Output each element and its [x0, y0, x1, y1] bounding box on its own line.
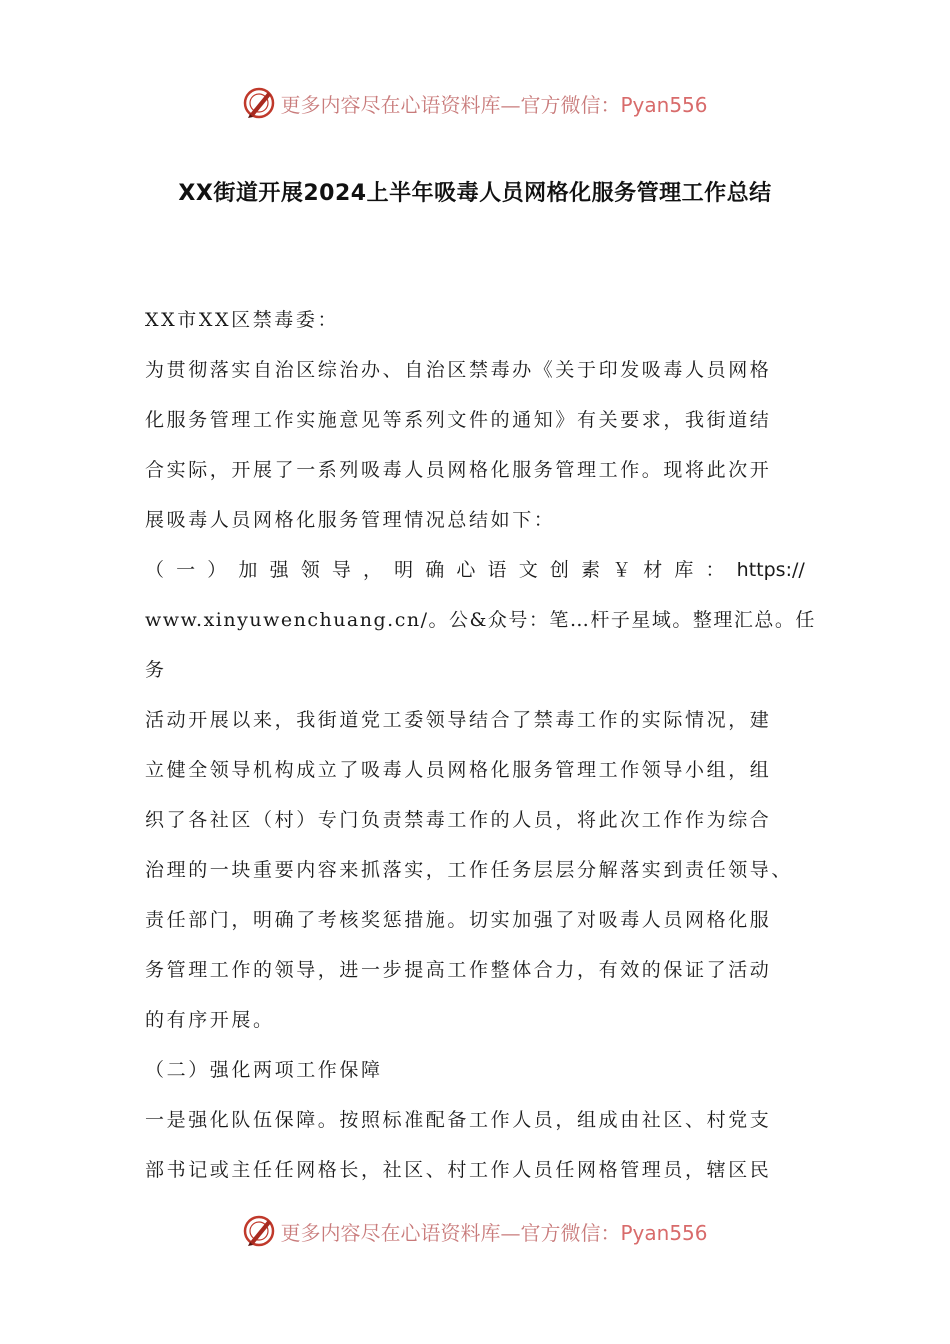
heading-char: （	[145, 559, 165, 581]
heading-char: 一	[176, 559, 196, 581]
addressee: XX市XX区禁毒委：	[145, 309, 340, 331]
heading-char: 明	[394, 559, 414, 581]
watermark-text: 更多内容尽在心语资料库—官方微信：Pyan556	[280, 1220, 708, 1245]
body-line: 化服务管理工作实施意见等系列文件的通知》有关要求，我街道结	[145, 409, 772, 431]
body-line: 治理的一块重要内容来抓落实，工作任务层层分解落实到责任领导、	[145, 859, 794, 881]
pen-logo-icon	[242, 1214, 276, 1248]
heading-char: 导	[331, 559, 351, 581]
body-line: www.xinyuwenchuang.cn/。公&众号：笔…杆子星域。整理汇总。任	[145, 609, 816, 631]
body-line: 为贯彻落实自治区综治办、自治区禁毒办《关于印发吸毒人员网格	[145, 359, 772, 381]
body-line: 织了各社区（村）专门负责禁毒工作的人员，将此次工作作为综合	[145, 809, 772, 831]
body-line: 务管理工作的领导，进一步提高工作整体合力，有效的保证了活动	[145, 959, 772, 981]
body-line: 的有序开展。	[145, 1009, 275, 1031]
heading-char: ）	[207, 559, 227, 581]
body-line: 一是强化队伍保障。按照标准配备工作人员，组成由社区、村党支	[145, 1109, 772, 1131]
section-heading-line	[145, 545, 805, 595]
heading-char: 加	[238, 559, 258, 581]
body-line: 活动开展以来，我街道党工委领导结合了禁毒工作的实际情况，建	[145, 709, 772, 731]
footer-watermark	[0, 1206, 950, 1256]
heading-char: 确	[425, 559, 445, 581]
heading-url: https://	[736, 559, 805, 581]
heading-char: 材	[643, 559, 663, 581]
heading-char: ：	[705, 559, 725, 581]
heading-char: ，	[362, 559, 382, 581]
heading-char: ￥	[612, 559, 632, 581]
body-line: 务	[145, 659, 167, 681]
document-body	[145, 295, 816, 1195]
body-line: 合实际，开展了一系列吸毒人员网格化服务管理工作。现将此次开	[145, 459, 772, 481]
heading-char: 创	[549, 559, 569, 581]
heading-char: 强	[269, 559, 289, 581]
section-heading: （二）强化两项工作保障	[145, 1059, 383, 1081]
watermark-text: 更多内容尽在心语资料库—官方微信：Pyan556	[280, 92, 708, 117]
heading-char: 语	[487, 559, 507, 581]
heading-char: 心	[456, 559, 476, 581]
header-watermark	[0, 78, 950, 128]
body-line: 部书记或主任任网格长，社区、村工作人员任网格管理员，辖区民	[145, 1159, 772, 1181]
heading-char: 领	[300, 559, 320, 581]
heading-char: 素	[580, 559, 600, 581]
pen-logo-icon	[242, 86, 276, 120]
body-line: 展吸毒人员网格化服务管理情况总结如下：	[145, 509, 556, 531]
document-title: XX街道开展2024上半年吸毒人员网格化服务管理工作总结	[178, 181, 772, 206]
body-line: 责任部门，明确了考核奖惩措施。切实加强了对吸毒人员网格化服	[145, 909, 772, 931]
heading-char: 库	[674, 559, 694, 581]
body-line: 立健全领导机构成立了吸毒人员网格化服务管理工作领导小组，组	[145, 759, 772, 781]
heading-char: 文	[518, 559, 538, 581]
